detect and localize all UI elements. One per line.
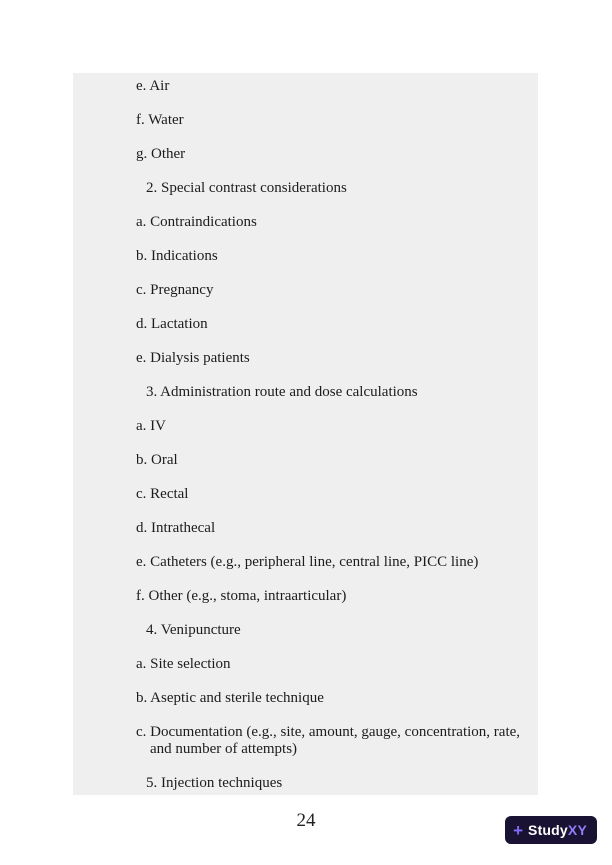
list-item: 3. Administration route and dose calculations — [146, 384, 418, 400]
list-item: f. Other (e.g., stoma, intraarticular) — [136, 588, 347, 604]
list-item: c. Rectal — [136, 486, 189, 502]
list-item: b. Aseptic and sterile technique — [136, 690, 324, 706]
list-item: a. Site selection — [136, 656, 231, 672]
list-item: d. Intrathecal — [136, 520, 216, 536]
list-item: e. Catheters (e.g., peripheral line, central line, PICC line) — [136, 554, 479, 570]
list-item: 2. Special contrast considerations — [146, 180, 347, 196]
brand-name-xy: XY — [567, 822, 587, 838]
list-item: c. Documentation (e.g., site, amount, gauge, concentration, rate, and number of attempts) — [136, 724, 521, 757]
list-item: b. Indications — [136, 248, 218, 264]
list-item: 4. Venipuncture — [146, 622, 241, 638]
studyxy-logo — [505, 816, 597, 844]
list-item: d. Lactation — [136, 316, 208, 332]
list-item: g. Other — [136, 146, 186, 162]
brand-name-study: Study — [528, 822, 568, 838]
list-item: e. Air — [136, 78, 170, 94]
plus-icon: + — [513, 820, 524, 840]
list-item: a. IV — [136, 418, 166, 434]
list-item: e. Dialysis patients — [136, 350, 250, 366]
list-item: 5. Injection techniques — [146, 775, 283, 791]
outline-content — [73, 73, 538, 795]
list-item: f. Water — [136, 112, 184, 128]
page-number: 24 — [296, 810, 316, 831]
list-item: c. Pregnancy — [136, 282, 214, 298]
list-item: a. Contraindications — [136, 214, 257, 230]
list-item: b. Oral — [136, 452, 178, 468]
